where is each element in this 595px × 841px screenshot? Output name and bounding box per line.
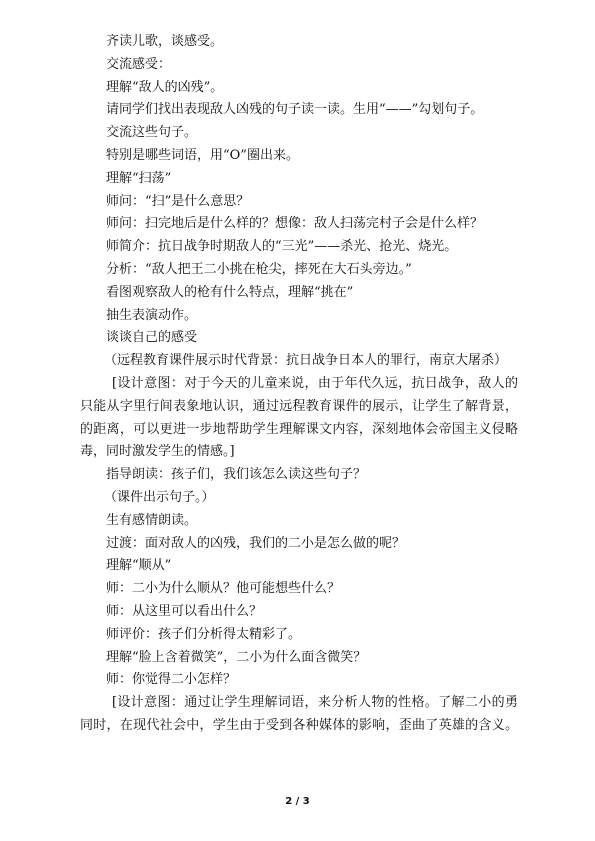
design-intent-line: 的距离，可以更进一步地帮助学生理解课文内容，深刻地体会帝国主义侵略 <box>80 421 518 437</box>
paragraph-line: 交流这些句子。 <box>106 125 198 141</box>
paragraph-line: 过渡：面对敌人的凶残，我们的二小是怎么做的呢？ <box>106 535 406 551</box>
design-intent-line: [设计意图：通过让学生理解词语，来分析人物的性格。了解二小的勇 <box>112 695 518 711</box>
design-intent-line: [设计意图：对于今天的儿童来说，由于年代久远，抗日战争，敌人的 <box>112 375 518 391</box>
paragraph-line: 师：从这里可以看出什么？ <box>106 603 263 619</box>
paragraph-line: 生有感情朗读。 <box>106 512 198 528</box>
design-intent-line: 只能从字里行间表象地认识，通过远程教育课件的展示，让学生了解背景， <box>80 398 518 414</box>
paragraph-line: 看图观察敌人的枪有什么特点，理解“挑在” <box>106 284 354 300</box>
paragraph-line: 师评价：孩子们分析得太精彩了。 <box>106 626 302 642</box>
paragraph-line: 请同学们找出表现敌人凶残的句子读一读。生用“——”勾划句子。 <box>106 102 484 118</box>
paragraph-line: 齐读儿歌，谈感受。 <box>106 34 224 49</box>
paragraph-line: 师问：“扫”是什么意思？ <box>106 193 250 209</box>
paragraph-line: 分析：“敌人把王二小挑在枪尖，摔死在大石头旁边。” <box>106 261 412 277</box>
paragraph-line: 指导朗读：孩子们，我们该怎么读这些句子？ <box>106 467 367 483</box>
paragraph-line: 抽生表演动作。 <box>106 307 198 323</box>
design-intent-line: 毒，同时激发学生的情感。] <box>80 444 235 460</box>
paragraph-line: 师：你觉得二小怎样？ <box>106 672 237 688</box>
paragraph-line: 交流感受： <box>106 56 172 72</box>
paragraph-line: 师问：扫完地后是什么样的？想像：敌人扫荡完村子会是什么样？ <box>106 216 484 232</box>
paragraph-line: 理解“顺从” <box>106 558 172 574</box>
paragraph-line: 师：二小为什么顺从？他可能想些什么？ <box>106 581 341 597</box>
design-intent-line: 同时，在现代社会中，学生由于受到各种媒体的影响，歪曲了英雄的含义。 <box>80 717 518 733</box>
paragraph-line: 谈谈自己的感受 <box>106 330 198 346</box>
paragraph-line: （课件出示句子。） <box>104 489 215 505</box>
paragraph-line: 理解“扫荡” <box>106 170 172 186</box>
paragraph-line: 理解“脸上含着微笑”，二小为什么面含微笑？ <box>106 649 367 665</box>
page-body <box>80 31 518 738</box>
paragraph-line: 理解“敌人的凶残”。 <box>106 79 224 95</box>
paragraph-line: 特别是哪些词语，用“O”圈出来。 <box>106 147 299 163</box>
paragraph-line: （远程教育课件展示时代背景：抗日战争日本人的罪行，南京大屠杀） <box>104 353 508 369</box>
paragraph-line: 师简介：抗日战争时期敌人的“三光”——杀光、抢光、烧光。 <box>106 239 458 255</box>
page-number: 2 / 3 <box>285 796 310 807</box>
